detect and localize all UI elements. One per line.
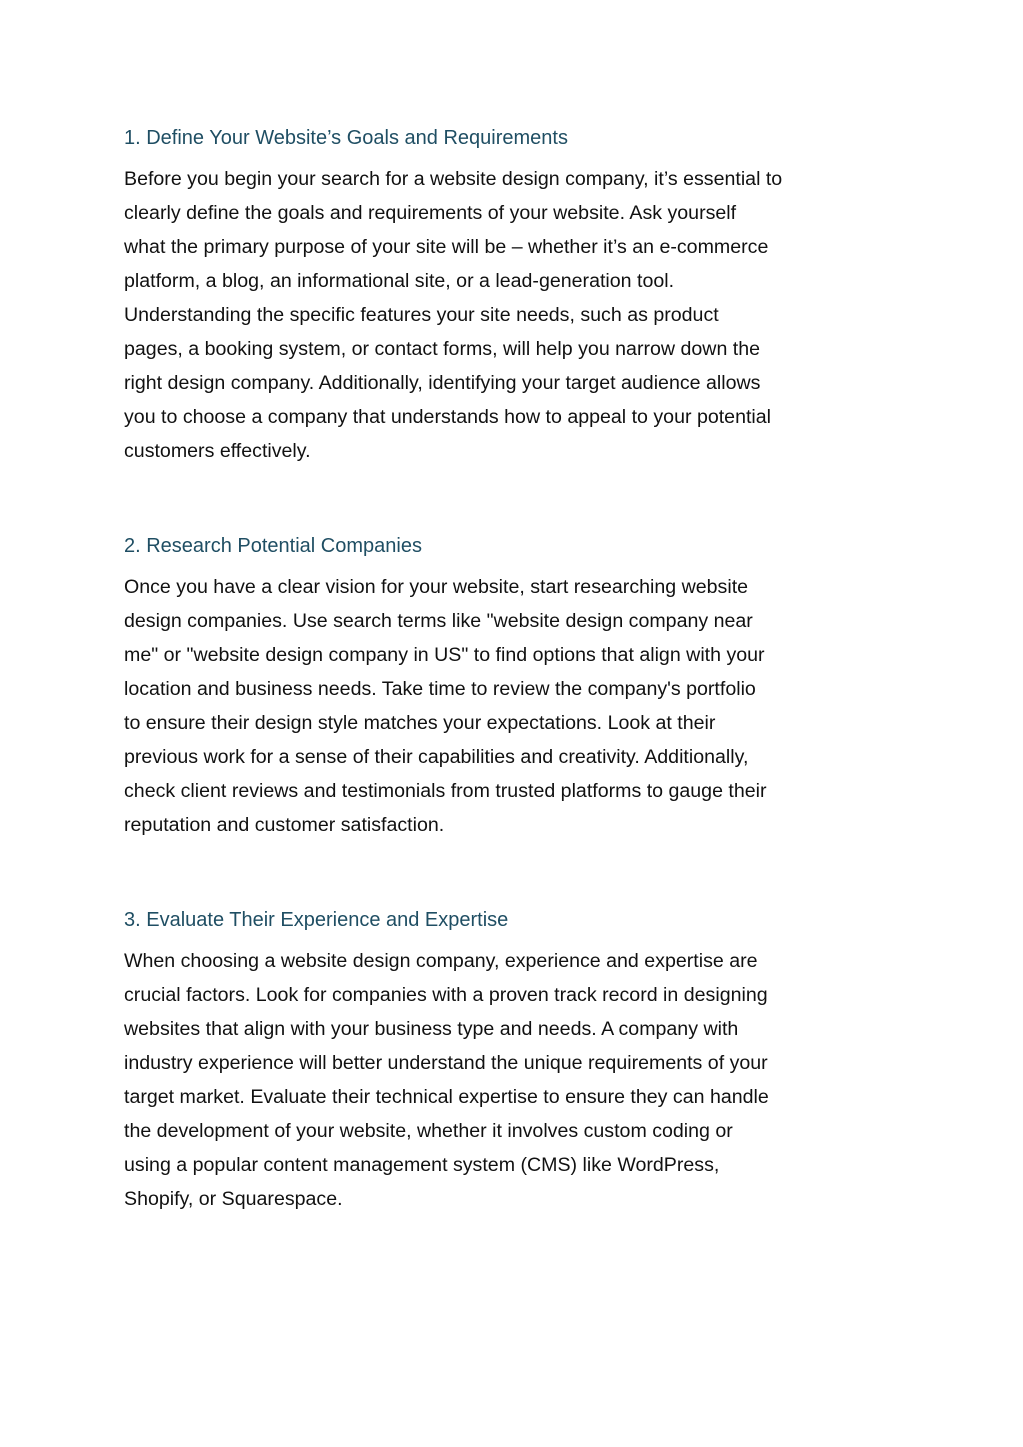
paragraph-line: location and business needs. Take time to review the company's portfolio	[124, 678, 756, 700]
paragraph-line: to ensure their design style matches your expectations. Look at their	[124, 712, 716, 734]
paragraph-line: right design company. Additionally, identifying your target audience allows	[124, 372, 761, 394]
paragraph-line: Before you begin your search for a website design company, it’s essential to	[124, 168, 783, 190]
paragraph-line: When choosing a website design company, experience and expertise are	[124, 950, 758, 972]
paragraph-line: reputation and customer satisfaction.	[124, 814, 445, 836]
paragraph-line: pages, a booking system, or contact forms, will help you narrow down the	[124, 338, 761, 360]
paragraph-line: check client reviews and testimonials from trusted platforms to gauge their	[124, 780, 767, 802]
section-research-companies	[124, 529, 914, 842]
paragraph-line: design companies. Use search terms like "website design company near	[124, 610, 753, 632]
paragraph-line: the development of your website, whether it involves custom coding or	[124, 1120, 733, 1142]
paragraph-line: you to choose a company that understands how to appeal to your potential	[124, 406, 772, 428]
paragraph-line: customers effectively.	[124, 440, 311, 462]
section-paragraph	[124, 162, 914, 468]
paragraph-line: industry experience will better understand the unique requirements of your	[124, 1052, 768, 1074]
section-heading: 2. Research Potential Companies	[124, 535, 422, 557]
paragraph-line: Once you have a clear vision for your website, start researching website	[124, 576, 749, 598]
paragraph-line: Understanding the specific features your site needs, such as product	[124, 304, 719, 326]
paragraph-line: using a popular content management system (CMS) like WordPress,	[124, 1154, 720, 1176]
section-paragraph	[124, 570, 914, 842]
paragraph-line: target market. Evaluate their technical expertise to ensure they can handle	[124, 1086, 769, 1108]
paragraph-line: Shopify, or Squarespace.	[124, 1188, 343, 1210]
paragraph-line: clearly define the goals and requirements of your website. Ask yourself	[124, 202, 737, 224]
paragraph-line: what the primary purpose of your site will be – whether it’s an e-commerce	[124, 236, 769, 258]
section-heading: 3. Evaluate Their Experience and Expertise	[124, 909, 509, 931]
section-paragraph	[124, 944, 914, 1216]
paragraph-line: me" or "website design company in US" to find options that align with your	[124, 644, 765, 666]
section-evaluate-experience	[124, 903, 914, 1216]
section-define-goals	[124, 121, 914, 468]
section-heading: 1. Define Your Website’s Goals and Requirements	[124, 127, 568, 149]
paragraph-line: platform, a blog, an informational site, or a lead-generation tool.	[124, 270, 675, 292]
paragraph-line: websites that align with your business type and needs. A company with	[124, 1018, 739, 1040]
document-body	[124, 121, 914, 1216]
paragraph-line: crucial factors. Look for companies with a proven track record in designing	[124, 984, 768, 1006]
paragraph-line: previous work for a sense of their capabilities and creativity. Additionally,	[124, 746, 749, 768]
